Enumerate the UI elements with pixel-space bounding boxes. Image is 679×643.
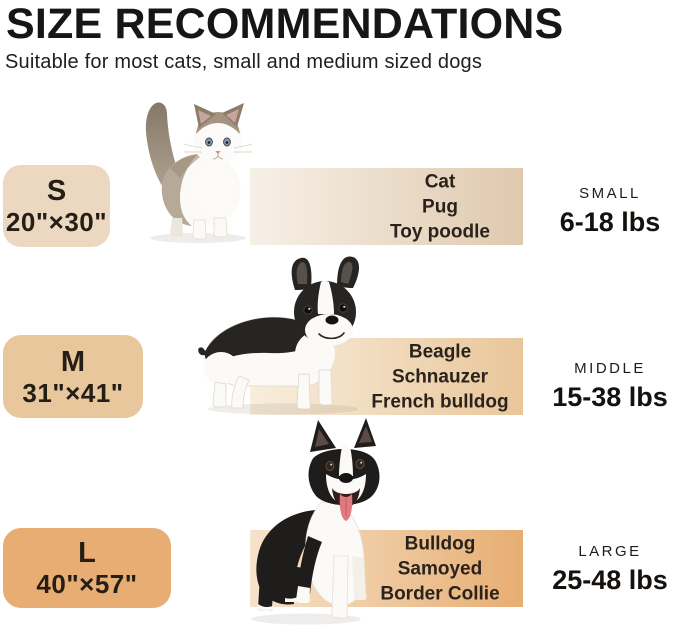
breed-item: Beagle [408, 341, 472, 362]
weight-category-label: LARGE [578, 543, 642, 560]
breed-list [359, 531, 521, 606]
weight-range: 6-18 lbs [559, 207, 661, 237]
size-box-m [3, 335, 143, 418]
size-box-l [3, 528, 171, 608]
weight-range: 15-38 lbs [552, 382, 668, 412]
weight-range: 25-48 lbs [552, 565, 668, 595]
size-box-s [3, 165, 110, 247]
size-letter: L [78, 537, 96, 569]
breed-item: Samoyed [397, 558, 483, 579]
breed-item: Toy poodle [390, 221, 490, 242]
weight-category-label: MIDDLE [574, 360, 646, 377]
size-letter: S [46, 175, 67, 207]
breed-item: Bulldog [404, 533, 476, 554]
breed-band [250, 168, 523, 245]
page-title: SIZE RECOMMENDATIONS [6, 0, 564, 48]
weight-block [541, 360, 679, 412]
size-dimensions: 31"×41" [22, 377, 124, 408]
weight-block [541, 185, 679, 237]
weight-category-label: SMALL [579, 185, 641, 202]
ragdoll-cat-image [136, 94, 258, 244]
french-bulldog-image [191, 256, 369, 416]
breed-item: Schnauzer [391, 366, 489, 387]
breed-list [359, 339, 521, 414]
page-subtitle: Suitable for most cats, small and medium sized dogs [5, 51, 483, 73]
breed-item: Border Collie [380, 583, 500, 604]
border-collie-image [246, 416, 380, 626]
size-letter: M [60, 345, 86, 378]
size-dimensions: 20"×30" [5, 207, 108, 237]
weight-block [541, 543, 679, 595]
breed-item: Cat [424, 171, 456, 192]
size-dimensions: 40"×57" [36, 569, 138, 599]
breed-item: Pug [422, 196, 458, 217]
breed-item: French bulldog [371, 391, 509, 412]
breed-list [359, 169, 521, 244]
